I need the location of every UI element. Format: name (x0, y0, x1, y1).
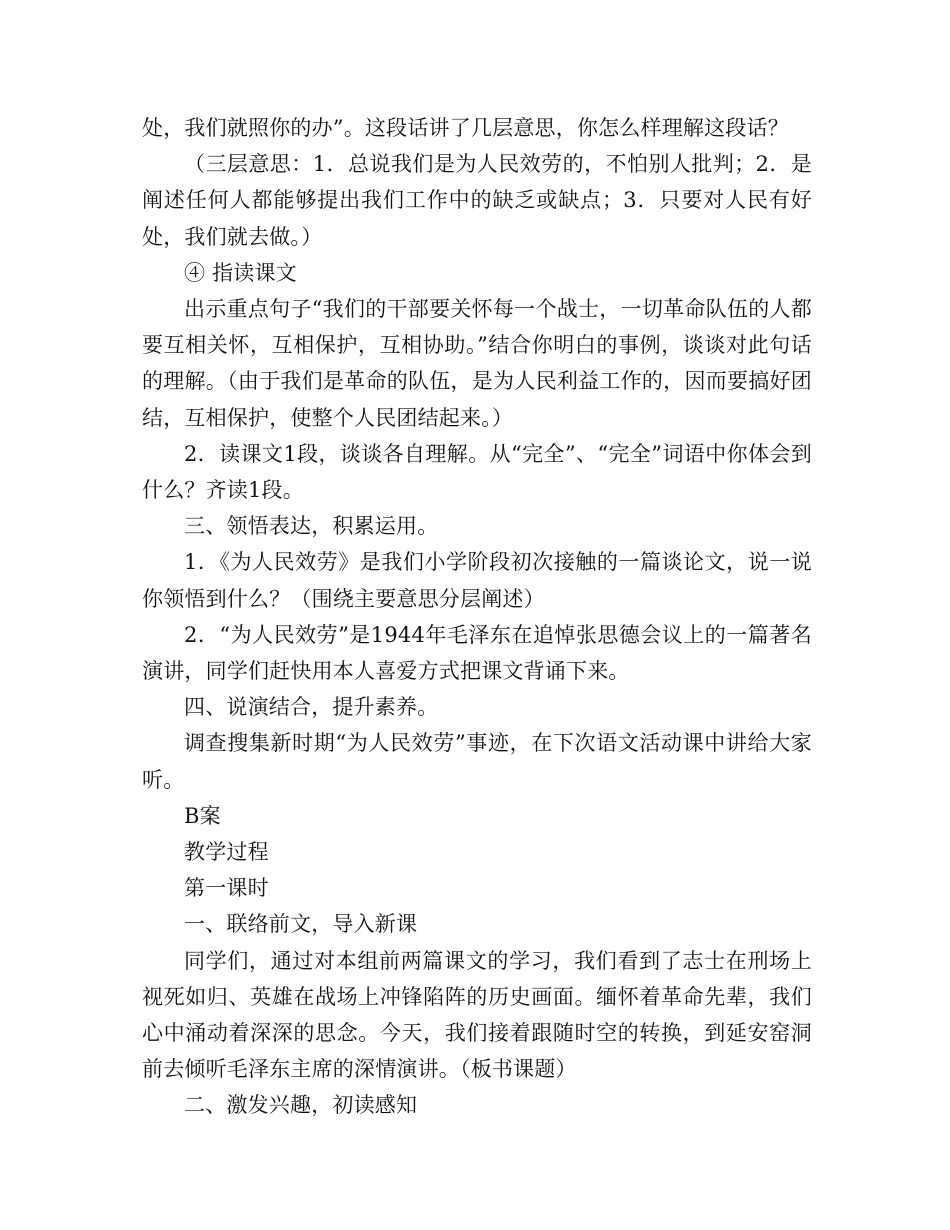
paragraph: 2．“为人民效劳”是1944年毛泽东在追悼张思德会议上的一篇著名演讲，同学们赶快用本人喜爱方式把课文背诵下来。 (142, 622, 812, 684)
paragraph: 出示重点句子“我们的干部要关怀每一个战士，一切革命队伍的人都要互相关怀，互相保护，互相协助。”结合你明白的事例，谈谈对此句话的理解。（由于我们是革命的队伍，是为人民利益工作的，因而要搞好团结，互相保护，使整个人民团结起来。） (142, 297, 812, 430)
section-heading: 三、领悟表达，积累运用。 (184, 514, 439, 539)
paragraph: （三层意思：1．总说我们是为人民效劳的，不怕别人批判；2．是阐述任何人都能够提出我们工作中的缺乏或缺点；3．只要对人民有好处，我们就去做。） (142, 152, 812, 249)
paragraph: 调查搜集新时期“为人民效劳”事迹，在下次语文活动课中讲给大家听。 (142, 731, 812, 792)
document-body (142, 110, 812, 1124)
section-heading: 四、说演结合，提升素养。 (184, 695, 439, 720)
paragraph: 2．读课文1段，谈谈各自理解。从“完全”、“完全”词语中你体会到什么？齐读1段。 (142, 441, 812, 503)
paragraph-heading: ④ 指读课文 (184, 260, 297, 285)
paragraph: 处，我们就照你的办”。这段话讲了几层意思，你怎么样理解这段话？ (142, 116, 789, 140)
section-heading: 一、联络前文，导入新课 (184, 912, 418, 937)
paragraph: 同学们，通过对本组前两篇课文的学习，我们看到了志士在刑场上视死如归、英雄在战场上冲锋陷阵的历史画面。缅怀着革命先辈，我们心中涌动着深深的思念。今天，我们接着跟随时空的转换，到延安窑洞前去倾听毛泽东主席的深情演讲。（板书课题） (142, 948, 812, 1082)
plan-heading: B案 (184, 803, 221, 828)
section-heading: 教学过程 (184, 840, 269, 865)
lesson-heading: 第一课时 (184, 876, 269, 901)
paragraph: 1．《为人民效劳》是我们小学阶段初次接触的一篇谈论文，说一说你领悟到什么？（围绕主要意思分层阐述） (142, 550, 812, 611)
section-heading: 二、激发兴趣，初读感知 (184, 1093, 418, 1118)
